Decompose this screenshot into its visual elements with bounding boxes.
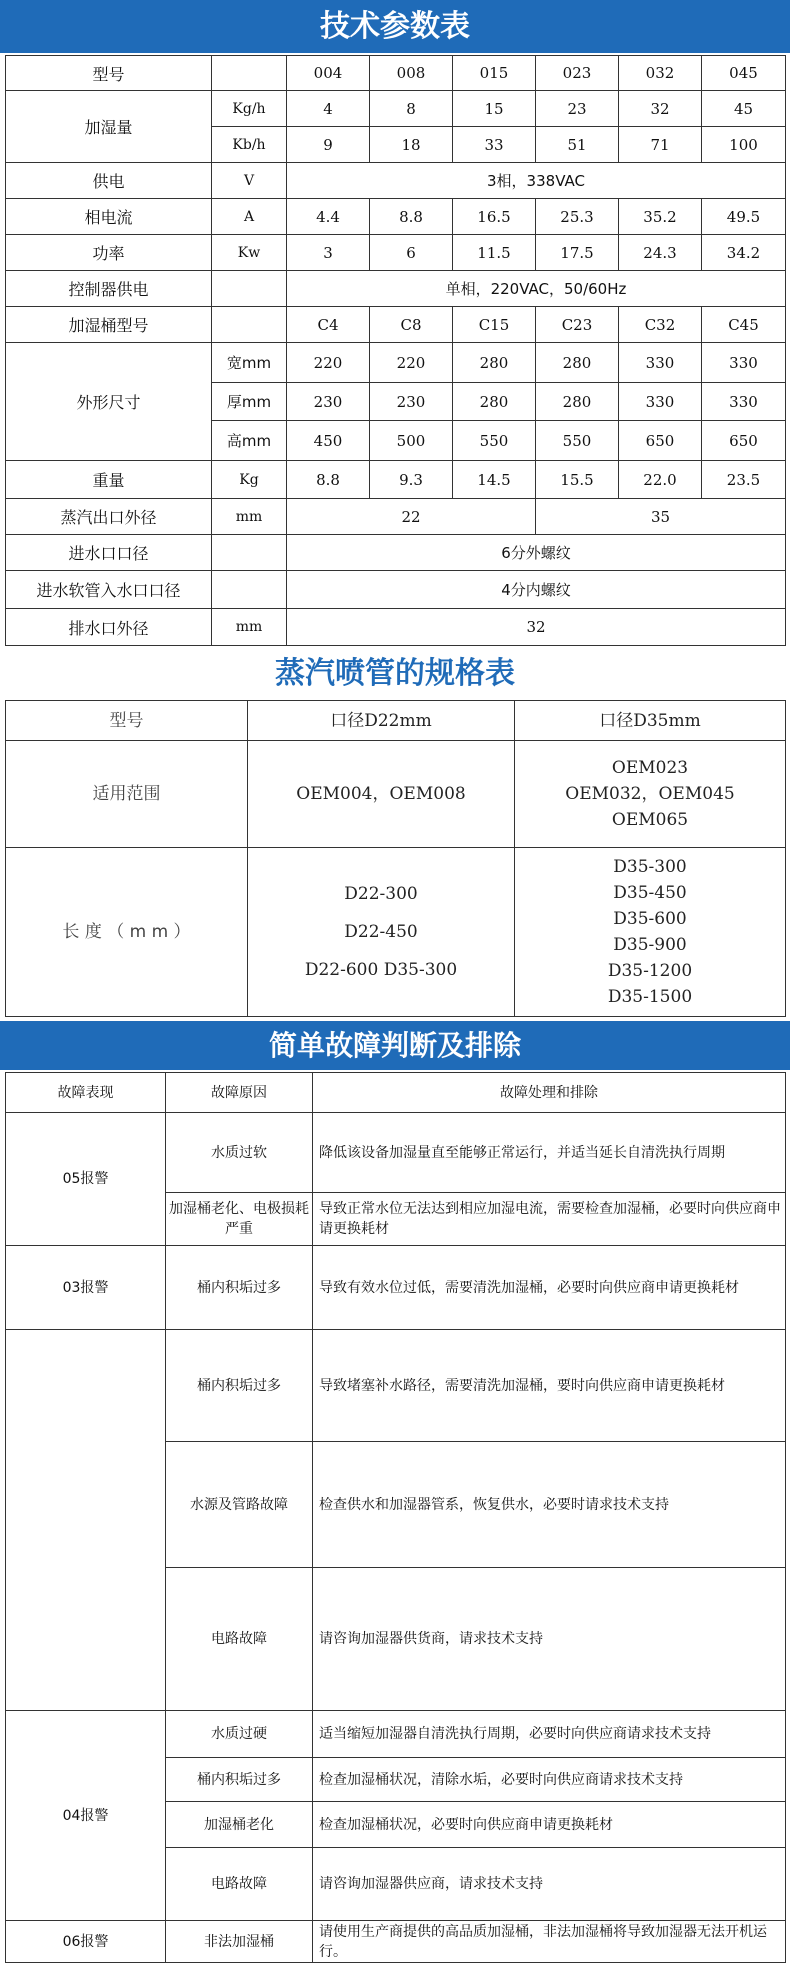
- height-value: 650: [619, 421, 702, 461]
- fault-row: [6, 1113, 786, 1193]
- weight-value: 22.0: [619, 461, 702, 499]
- width-value: 280: [536, 343, 619, 383]
- kgh-value: 32: [619, 91, 702, 127]
- fault-cause: 水质过软: [166, 1113, 313, 1193]
- length-d22-item: D22-300: [344, 884, 418, 904]
- length-d35-item: D35-600: [613, 909, 687, 929]
- spec-row-width: [6, 343, 786, 383]
- controller-supply-label: 控制器供电: [6, 271, 212, 307]
- nozzle-header-label: 型号: [6, 701, 248, 741]
- fault-cause: 桶内积垢过多: [166, 1246, 313, 1330]
- depth-unit: 厚mm: [212, 383, 287, 421]
- fault-header-symptom: 故障表现: [6, 1073, 166, 1113]
- fault-action: 检查加湿桶状况，必要时向供应商申请更换耗材: [313, 1802, 786, 1848]
- scope-d35-item: OEM023: [611, 758, 689, 778]
- fault-row-header: [6, 1073, 786, 1113]
- length-d35-item: D35-1200: [607, 961, 693, 981]
- nozzle-header-d22: 口径D22mm: [248, 701, 515, 741]
- phase-current-value: 25.3: [536, 199, 619, 235]
- spec-row-water-inlet: [6, 535, 786, 571]
- power-value: 17.5: [536, 235, 619, 271]
- power-value: 11.5: [453, 235, 536, 271]
- kbh-value: 100: [702, 127, 786, 163]
- weight-value: 23.5: [702, 461, 786, 499]
- humidification-label: 加湿量: [6, 91, 212, 163]
- nozzle-header-d35: 口径D35mm: [515, 701, 786, 741]
- fault-header-action: 故障处理和排除: [313, 1073, 786, 1113]
- model-value: 032: [619, 56, 702, 91]
- kbh-value: 51: [536, 127, 619, 163]
- power-supply-unit: V: [212, 163, 287, 199]
- steam-outlet-value: 35: [536, 499, 786, 535]
- height-value: 550: [536, 421, 619, 461]
- power-unit: Kw: [212, 235, 287, 271]
- length-d22-item: D22-450: [344, 922, 418, 942]
- kbh-unit: Kb/h: [212, 127, 287, 163]
- spec-row-humidification-kgh: [6, 91, 786, 127]
- scope-d35-item: OEM032，OEM045: [565, 784, 735, 804]
- fault-row: [6, 1711, 786, 1758]
- power-value: 34.2: [702, 235, 786, 271]
- hose-inlet-unit: [212, 571, 287, 609]
- fault-header-cause: 故障原因: [166, 1073, 313, 1113]
- controller-supply-unit: [212, 271, 287, 307]
- spec-row-power: [6, 235, 786, 271]
- spec-table: [5, 55, 786, 646]
- fault-symptom: 04报警: [6, 1711, 166, 1921]
- model-label: 型号: [6, 56, 212, 91]
- depth-value: 330: [702, 383, 786, 421]
- depth-value: 280: [536, 383, 619, 421]
- power-supply-value: 3相，338VAC: [287, 163, 786, 199]
- phase-current-value: 16.5: [453, 199, 536, 235]
- fault-table: [5, 1072, 786, 1963]
- kgh-unit: Kg/h: [212, 91, 287, 127]
- hose-inlet-label: 进水软管入水口口径: [6, 571, 212, 609]
- cylinder-model-value: C8: [370, 307, 453, 343]
- phase-current-value: 49.5: [702, 199, 786, 235]
- length-d22-item: D22-600 D35-300: [304, 960, 458, 980]
- fault-symptom: 05报警: [6, 1113, 166, 1246]
- spec-row-controller-supply: [6, 271, 786, 307]
- width-unit: 宽mm: [212, 343, 287, 383]
- nozzle-table-title: 蒸汽喷管的规格表: [275, 656, 515, 691]
- power-value: 3: [287, 235, 370, 271]
- weight-label: 重量: [6, 461, 212, 499]
- spec-row-drain-outlet: [6, 609, 786, 646]
- hose-inlet-value: 4分内螺纹: [287, 571, 786, 609]
- phase-current-label: 相电流: [6, 199, 212, 235]
- cylinder-model-unit: [212, 307, 287, 343]
- fault-action: 适当缩短加湿器自清洗执行周期，必要时向供应商请求技术支持: [313, 1711, 786, 1758]
- cylinder-model-value: C32: [619, 307, 702, 343]
- spec-table-title: 技术参数表: [0, 0, 790, 53]
- cylinder-model-value: C23: [536, 307, 619, 343]
- width-value: 220: [287, 343, 370, 383]
- fault-cause: 电路故障: [166, 1848, 313, 1921]
- spec-row-cylinder-model: [6, 307, 786, 343]
- water-inlet-label: 进水口口径: [6, 535, 212, 571]
- nozzle-row-header: [6, 701, 786, 741]
- length-d35-item: D35-1500: [607, 987, 693, 1007]
- steam-outlet-unit: mm: [212, 499, 287, 535]
- fault-symptom: 03报警: [6, 1246, 166, 1330]
- length-label: 长 度 （ m m ）: [6, 848, 248, 1017]
- model-value: 045: [702, 56, 786, 91]
- fault-action: 检查加湿桶状况，清除水垢，必要时向供应商请求技术支持: [313, 1758, 786, 1802]
- phase-current-value: 35.2: [619, 199, 702, 235]
- width-value: 330: [619, 343, 702, 383]
- cylinder-model-value: C4: [287, 307, 370, 343]
- fault-cause: 加湿桶老化: [166, 1802, 313, 1848]
- model-value: 004: [287, 56, 370, 91]
- length-d35-item: D35-450: [613, 883, 687, 903]
- power-label: 功率: [6, 235, 212, 271]
- fault-action: 导致正常水位无法达到相应加湿电流，需要检查加湿桶，必要时向供应商申请更换耗材: [313, 1193, 786, 1246]
- fault-cause: 非法加湿桶: [166, 1921, 313, 1963]
- height-value: 550: [453, 421, 536, 461]
- fault-cause: 桶内积垢过多: [166, 1330, 313, 1442]
- controller-supply-value: 单相，220VAC，50/60Hz: [287, 271, 786, 307]
- height-value: 650: [702, 421, 786, 461]
- length-d35-item: D35-300: [613, 857, 687, 877]
- drain-outlet-value: 32: [287, 609, 786, 646]
- kbh-value: 33: [453, 127, 536, 163]
- spec-row-steam-outlet: [6, 499, 786, 535]
- water-inlet-unit: [212, 535, 287, 571]
- fault-cause: 水质过硬: [166, 1711, 313, 1758]
- kgh-value: 23: [536, 91, 619, 127]
- spec-row-hose-inlet: [6, 571, 786, 609]
- nozzle-row-length: [6, 848, 786, 1017]
- nozzle-row-scope: [6, 741, 786, 848]
- spec-row-model: [6, 56, 786, 91]
- model-value: 023: [536, 56, 619, 91]
- width-value: 330: [702, 343, 786, 383]
- drain-outlet-label: 排水口外径: [6, 609, 212, 646]
- width-value: 280: [453, 343, 536, 383]
- cylinder-model-value: C45: [702, 307, 786, 343]
- depth-value: 280: [453, 383, 536, 421]
- steam-outlet-value: 22: [287, 499, 536, 535]
- scope-d22: [248, 741, 515, 848]
- fault-row: [6, 1246, 786, 1330]
- kbh-value: 9: [287, 127, 370, 163]
- length-d22: [248, 848, 515, 1017]
- weight-value: 15.5: [536, 461, 619, 499]
- fault-cause: 加湿桶老化、电极损耗严重: [166, 1193, 313, 1246]
- width-value: 220: [370, 343, 453, 383]
- fault-action: 请咨询加湿器供货商，请求技术支持: [313, 1568, 786, 1711]
- fault-symptom: [6, 1330, 166, 1711]
- fault-symptom: 06报警: [6, 1921, 166, 1963]
- power-value: 24.3: [619, 235, 702, 271]
- kgh-value: 8: [370, 91, 453, 127]
- length-d35: [515, 848, 786, 1017]
- fault-action: 降低该设备加湿量直至能够正常运行，并适当延长自清洗执行周期: [313, 1113, 786, 1193]
- fault-action: 检查供水和加湿器管系，恢复供水，必要时请求技术支持: [313, 1442, 786, 1568]
- fault-action: 请咨询加湿器供应商，请求技术支持: [313, 1848, 786, 1921]
- height-value: 450: [287, 421, 370, 461]
- power-value: 6: [370, 235, 453, 271]
- weight-value: 9.3: [370, 461, 453, 499]
- phase-current-unit: A: [212, 199, 287, 235]
- fault-action: 导致有效水位过低，需要清洗加湿桶，必要时向供应商申请更换耗材: [313, 1246, 786, 1330]
- model-unit: [212, 56, 287, 91]
- scope-d35-item: OEM065: [611, 810, 689, 830]
- scope-d35: [515, 741, 786, 848]
- model-value: 015: [453, 56, 536, 91]
- length-d35-item: D35-900: [613, 935, 687, 955]
- nozzle-table: [5, 700, 786, 1017]
- weight-unit: Kg: [212, 461, 287, 499]
- depth-value: 230: [287, 383, 370, 421]
- height-value: 500: [370, 421, 453, 461]
- dimensions-label: 外形尺寸: [6, 343, 212, 461]
- cylinder-model-value: C15: [453, 307, 536, 343]
- kgh-value: 4: [287, 91, 370, 127]
- scope-d22-item: OEM004，OEM008: [296, 784, 466, 804]
- model-value: 008: [370, 56, 453, 91]
- steam-outlet-label: 蒸汽出口外径: [6, 499, 212, 535]
- kbh-value: 71: [619, 127, 702, 163]
- scope-label: 适用范围: [6, 741, 248, 848]
- phase-current-value: 4.4: [287, 199, 370, 235]
- kbh-value: 18: [370, 127, 453, 163]
- cylinder-model-label: 加湿桶型号: [6, 307, 212, 343]
- fault-row: [6, 1330, 786, 1442]
- spec-row-phase-current: [6, 199, 786, 235]
- drain-outlet-unit: mm: [212, 609, 287, 646]
- phase-current-value: 8.8: [370, 199, 453, 235]
- weight-value: 8.8: [287, 461, 370, 499]
- kgh-value: 15: [453, 91, 536, 127]
- water-inlet-value: 6分外螺纹: [287, 535, 786, 571]
- fault-row: [6, 1921, 786, 1963]
- power-supply-label: 供电: [6, 163, 212, 199]
- spec-row-power-supply: [6, 163, 786, 199]
- weight-value: 14.5: [453, 461, 536, 499]
- kgh-value: 45: [702, 91, 786, 127]
- fault-cause: 桶内积垢过多: [166, 1758, 313, 1802]
- fault-action: 导致堵塞补水路径，需要清洗加湿桶，要时向供应商申请更换耗材: [313, 1330, 786, 1442]
- spec-row-weight: [6, 461, 786, 499]
- fault-action: 请使用生产商提供的高品质加湿桶，非法加湿桶将导致加湿器无法开机运行。: [313, 1921, 786, 1963]
- fault-cause: 电路故障: [166, 1568, 313, 1711]
- height-unit: 高mm: [212, 421, 287, 461]
- depth-value: 230: [370, 383, 453, 421]
- fault-cause: 水源及管路故障: [166, 1442, 313, 1568]
- fault-table-title: 简单故障判断及排除: [0, 1021, 790, 1070]
- depth-value: 330: [619, 383, 702, 421]
